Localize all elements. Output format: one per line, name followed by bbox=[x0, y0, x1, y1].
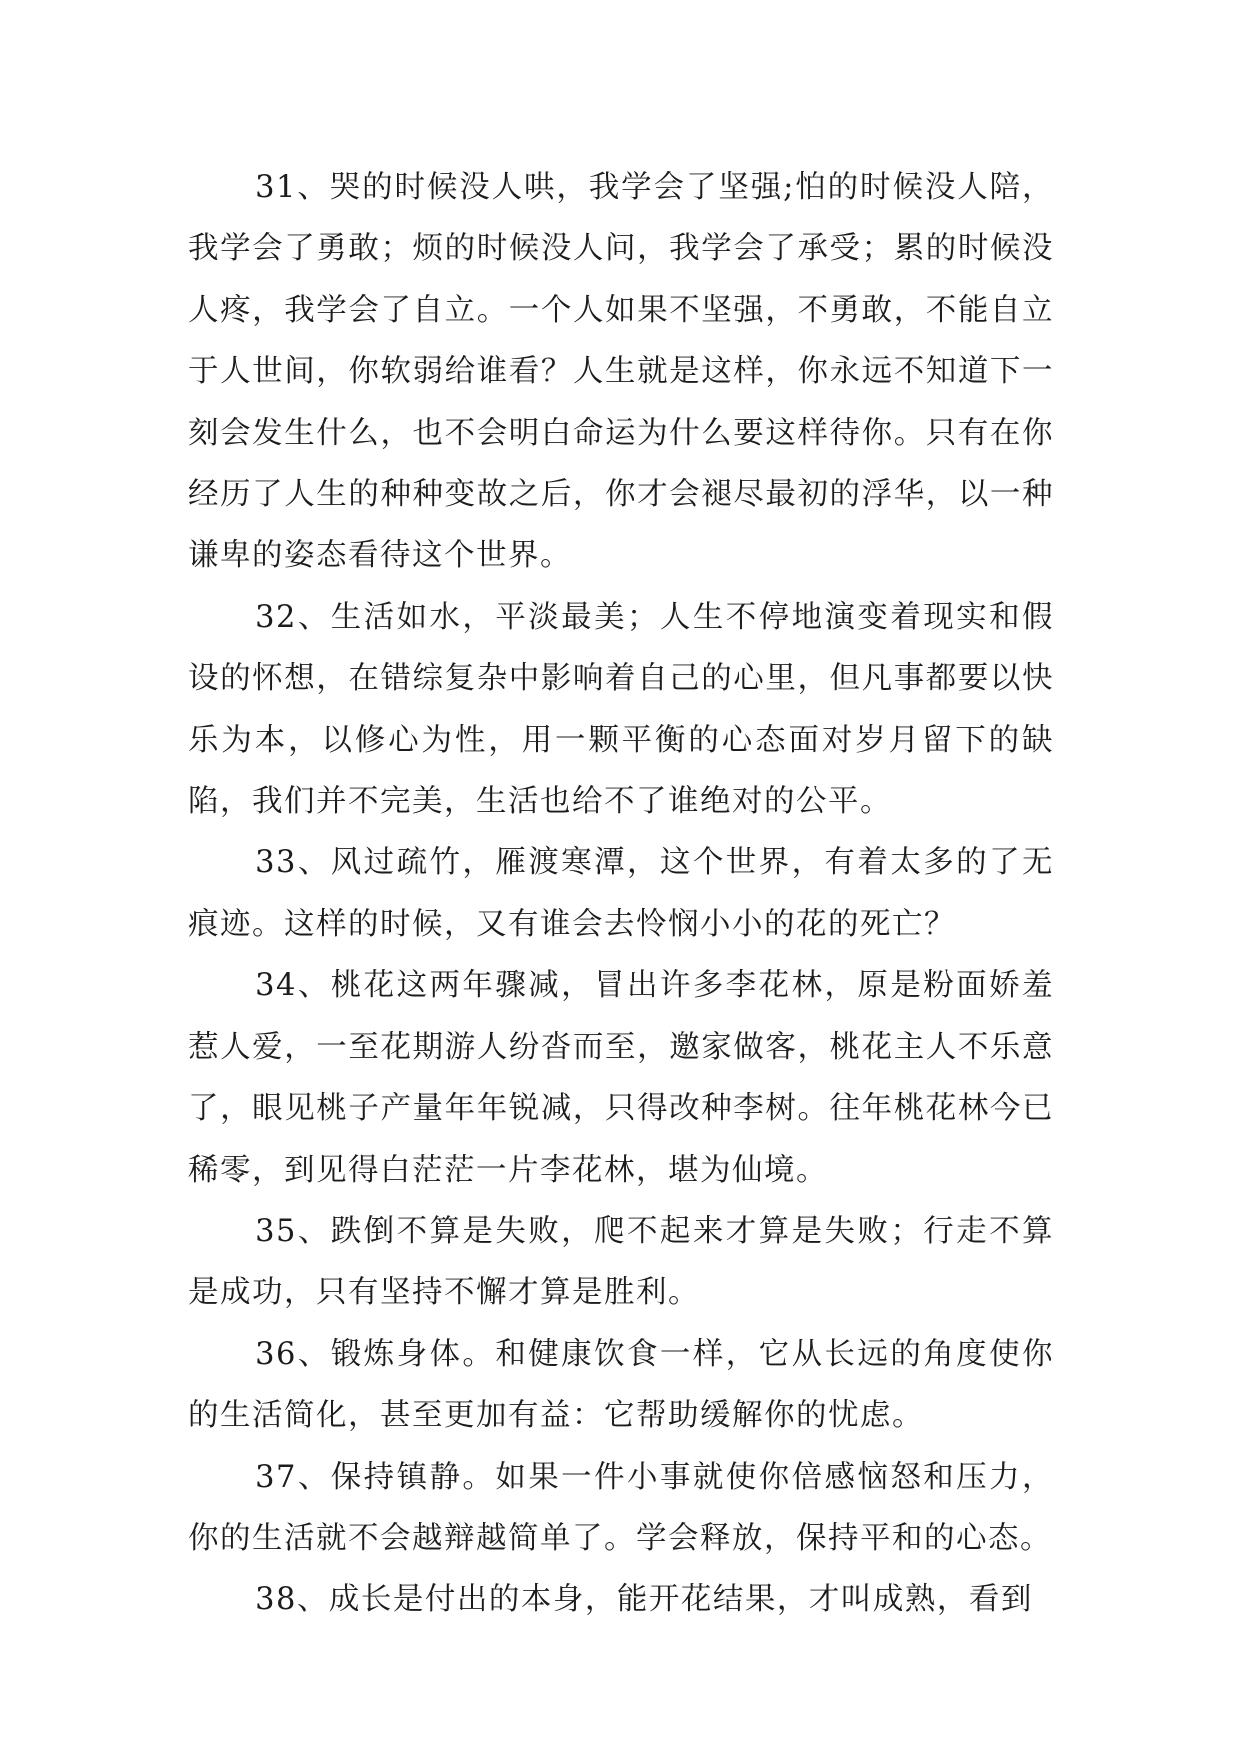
paragraph-35: 35、跌倒不算是失败，爬不起来才算是失败；行走不算是成功，只有坚持不懈才算是胜利。 bbox=[188, 1213, 1054, 1311]
paragraph-36: 36、锻炼身体。和健康饮食一样，它从长远的角度使你的生活简化，甚至更加有益：它帮助缓解你的忧虑。 bbox=[188, 1336, 1054, 1434]
paragraph-31: 31、哭的时候没人哄，我学会了坚强;怕的时候没人陪，我学会了勇敢；烦的时候没人问，我学会了承受；累的时候没人疼，我学会了自立。一个人如果不坚强，不勇敢，不能自立于人世间，你软弱给谁看？人生就是这样，你永远不知道下一刻会发生什么，也不会明白命运为什么要这样待你。只有在你经历了人生的种种变故之后，你才会褪尽最初的浮华，以一种谦卑的姿态看待这个世界。 bbox=[188, 170, 1054, 574]
paragraph-38: 38、成长是付出的本身，能开花结果，才叫成熟，看到 bbox=[255, 1582, 1033, 1618]
document-body bbox=[188, 157, 1054, 1631]
paragraph-34: 34、桃花这两年骤减，冒出许多李花林，原是粉面娇羞惹人爱，一至花期游人纷沓而至，邀家做客，桃花主人不乐意了，眼见桃子产量年年锐减，只得改种李树。往年桃花林今已稀零，到见得白茫茫一片李花林，堪为仙境。 bbox=[188, 968, 1054, 1188]
paragraph-33: 33、风过疏竹，雁渡寒潭，这个世界，有着太多的了无痕迹。这样的时候，又有谁会去怜悯小小的花的死亡？ bbox=[188, 845, 1054, 942]
paragraph-32: 32、生活如水，平淡最美；人生不停地演变着现实和假设的怀想，在错综复杂中影响着自己的心里，但凡事都要以快乐为本，以修心为性，用一颗平衡的心态面对岁月留下的缺陷，我们并不完美，生活也给不了谁绝对的公平。 bbox=[188, 599, 1054, 820]
paragraph-37: 37、保持镇静。如果一件小事就使你倍感恼怒和压力，你的生活就不会越辩越简单了。学会释放，保持平和的心态。 bbox=[188, 1459, 1054, 1556]
